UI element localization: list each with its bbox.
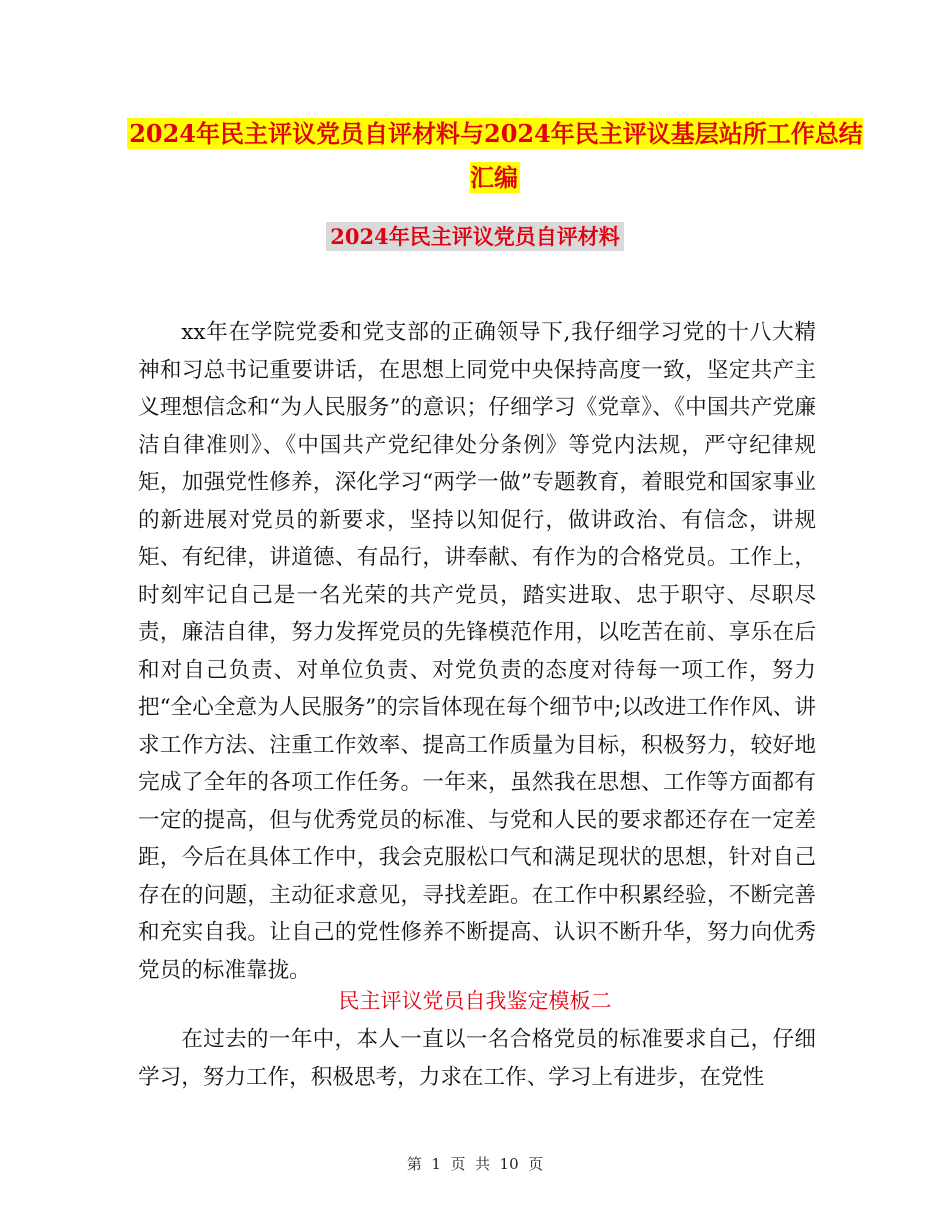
paragraph-2: 在过去的一年中，本人一直以一名合格党员的标准要求自己，仔细学习，努力工作，积极思考，力求在工作、学习上有进步，在党性 bbox=[138, 1027, 816, 1090]
document-title bbox=[120, 112, 870, 200]
paragraph-1: xx年在学院党委和党支部的正确领导下,我仔细学习党的十八大精神和习总书记重要讲话，在思想上同党中央保持高度一致，坚定共产主义理想信念和“为人民服务”的意识；仔细学习《党章》、《中国共产党廉洁自律准则》、《中国共产党纪律处分条例》等党内法规，严守纪律规矩，加强党性修养，深化学习“两学一做”专题教育，着眼党和国家事业的新进展对党员的新要求，坚持以知促行，做讲政治、有信念，讲规矩、有纪律，讲道德、有品行，讲奉献、有作为的合格党员。工作上，时刻牢记自己是一名光荣的共产党员，踏实进取、忠于职守、尽职尽责，廉洁自律，努力发挥党员的先锋模范作用，以吃苦在前、享乐在后和对自己负责、对单位负责、对党负责的态度对待每一项工作，努力把“全心全意为人民服务”的宗旨体现在每个细节中;以改进工作作风、讲求工作方法、注重工作效率、提高工作质量为目标，积极努力，较好地完成了全年的各项工作任务。一年来，虽然我在思想、工作等方面都有一定的提高，但与优秀党员的标准、与党和人民的要求都还存在一定差距，今后在具体工作中，我会克服松口气和满足现状的思想，针对自己存在的问题，主动征求意见，寻找差距。在工作中积累经验，不断完善和充实自我。让自己的党性修养不断提高、认识不断升华，努力向优秀党员的标准靠拢。 bbox=[138, 320, 816, 983]
section-title bbox=[0, 220, 950, 254]
page-footer: 第 1 页 共 10 页 bbox=[406, 1155, 544, 1173]
section-heading-2: 民主评议党员自我鉴定模板二 bbox=[338, 989, 612, 1013]
section-title-text: 2024年民主评议党员自评材料 bbox=[326, 222, 623, 251]
document-title-text: 2024年民主评议党员自评材料与2024年民主评议基层站所工作总结汇编 bbox=[129, 119, 863, 192]
